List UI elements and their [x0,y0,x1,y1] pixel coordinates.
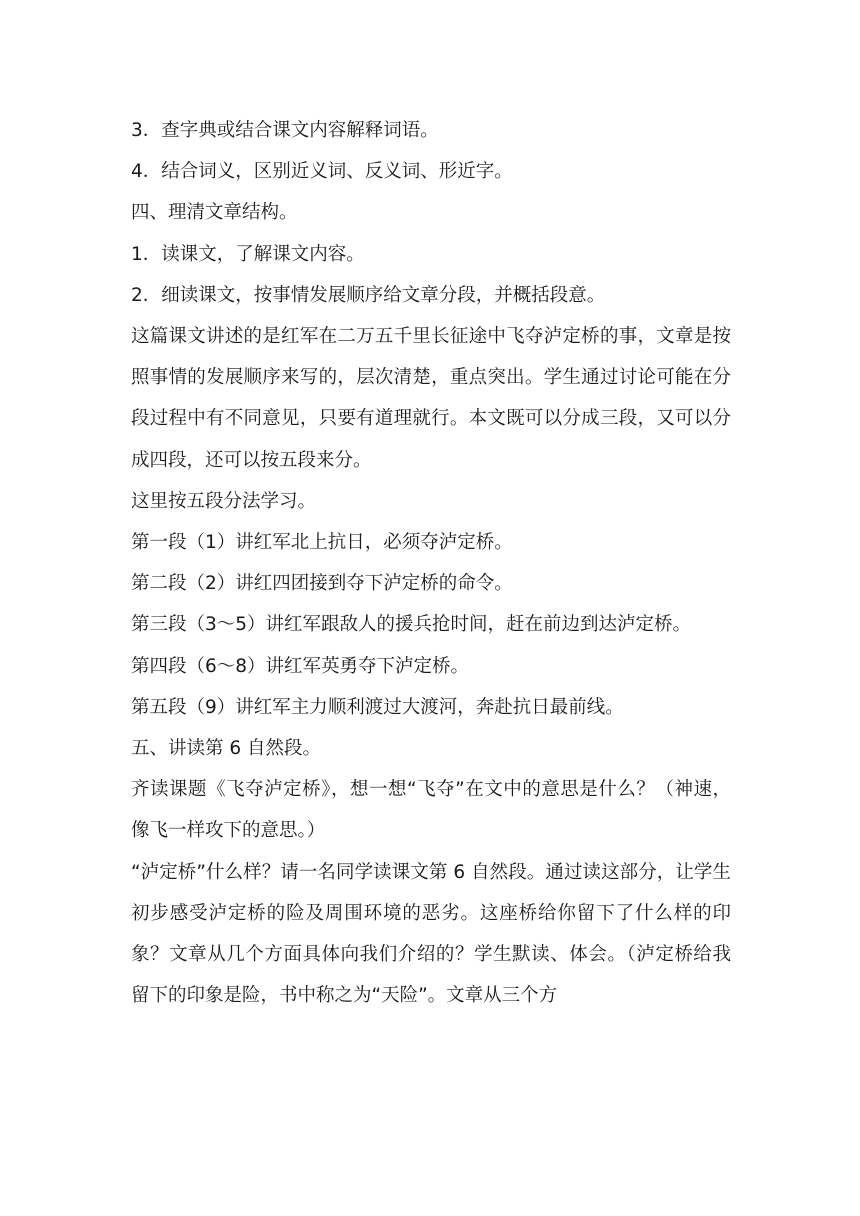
paragraph-title-question: 齐读课题《飞夺泸定桥》，想一想“飞夺”在文中的意思是什么？（神速，像飞一样攻下的意思。） [131,779,731,842]
section-heading-paragraph-6: 五、讲读第 6 自然段。 [131,738,322,760]
paragraph-item-3: 3．查字典或结合课文内容解释词语。 [131,120,439,141]
paragraph-item-1: 1．读课文，了解课文内容。 [131,243,365,265]
paragraph-item-2: 2．细读课文，按事情发展顺序给文章分段，并概括段意。 [131,284,606,306]
document-body [131,110,731,1016]
paragraph-item-4: 4．结合词义，区别近义词、反义词、形近字。 [131,161,513,183]
section-heading-structure: 四、理清文章结构。 [131,202,298,224]
section-four: 第四段（6～8）讲红军英勇夺下泸定桥。 [131,655,470,677]
paragraph-summary: 这篇课文讲述的是红军在二万五千里长征途中飞夺泸定桥的事，文章是按照事情的发展顺序来写的，层次清楚，重点突出。学生通过讨论可能在分段过程中有不同意见，只要有道理就行。本文既可以分成三段，又可以分成四段，还可以按五段来分。 [131,326,731,471]
paragraph-five-part: 这里按五段分法学习。 [131,490,317,512]
paragraph-bridge-discussion: “泸定桥”什么样？请一名同学读课文第 6 自然段。通过读这部分，让学生初步感受泸定桥的险及周围环境的恶劣。这座桥给你留下了什么样的印象？文章从几个方面具体向我们介绍的？学生默读、体会。（泸定桥给我留下的印象是险，书中称之为“天险”。文章从三个方 [131,861,731,1007]
section-three: 第三段（3～5）讲红军跟敌人的援兵抢时间，赶在前边到达泸定桥。 [131,614,692,636]
section-two: 第二段（2）讲红四团接到夺下泸定桥的命令。 [131,573,513,595]
section-five: 第五段（9）讲红军主力顺利渡过大渡河，奔赴抗日最前线。 [131,696,624,718]
section-one: 第一段（1）讲红军北上抗日，必须夺泸定桥。 [131,532,513,554]
